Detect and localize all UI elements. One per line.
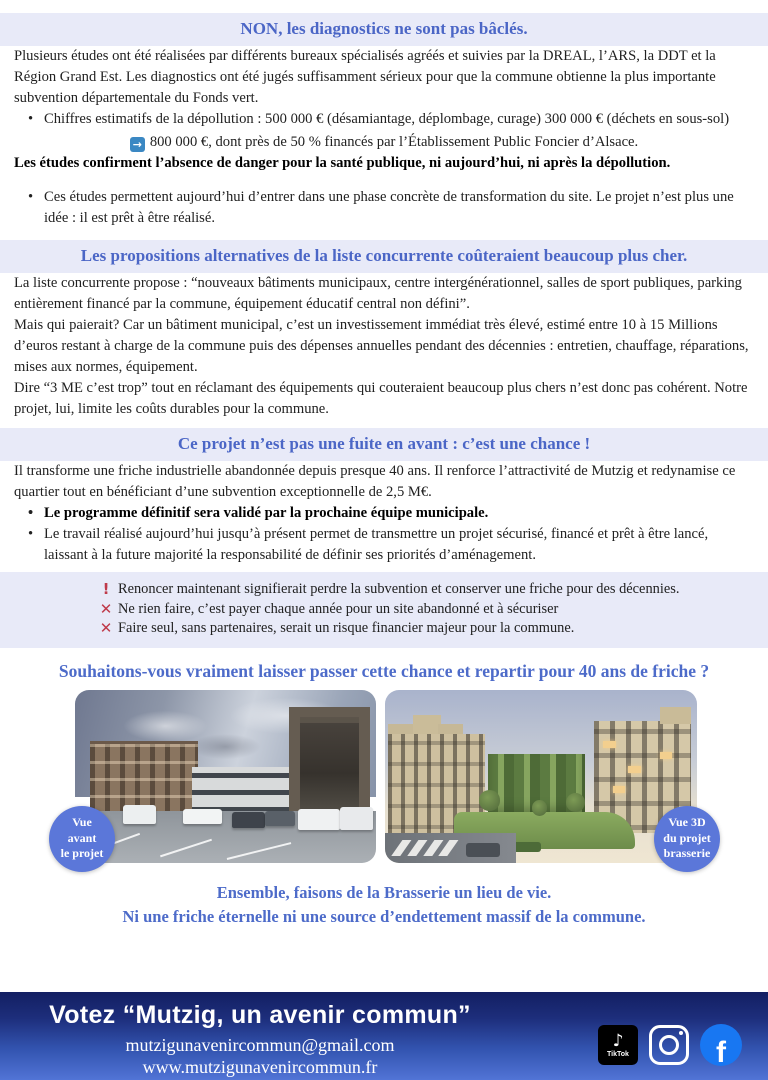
chance-bullets bbox=[14, 503, 754, 524]
contact-email[interactable]: mutzigunavenircommun@gmail.com bbox=[125, 1035, 395, 1055]
closing-line-2: Ni une friche éternelle ni une source d’endettement massif de la commune. bbox=[122, 906, 646, 926]
photo-before-project bbox=[75, 690, 376, 863]
warnings-box bbox=[0, 572, 768, 648]
alternatives-section bbox=[0, 273, 768, 420]
facebook-icon[interactable] bbox=[700, 1024, 742, 1066]
instagram-flash-dot bbox=[679, 1031, 683, 1035]
footer-band bbox=[0, 992, 768, 1080]
tiktok-note-glyph: ♪ bbox=[612, 1030, 624, 1051]
badge-3d-project bbox=[654, 806, 720, 872]
render-tree bbox=[479, 790, 501, 811]
alternatives-coherence: Dire “3 ME c’est trop” tout en réclamant des équipements qui couteraient beaucoup plus chers n’est donc pas cohérent. Notre projet, lui, limite les coûts durables pour la commune. bbox=[14, 380, 748, 417]
render-gable-step bbox=[413, 715, 441, 736]
badge-before-line3: le projet bbox=[60, 846, 104, 861]
closing-lines bbox=[0, 882, 768, 928]
closing-line-1: Ensemble, faisons de la Brasserie un lieu de vie. bbox=[216, 882, 552, 902]
chance-bullets-2 bbox=[14, 524, 754, 566]
render-tree bbox=[566, 793, 585, 812]
facebook-f-glyph: f bbox=[716, 1036, 726, 1066]
badge-before-project bbox=[49, 806, 115, 872]
diagnostics-bullets bbox=[14, 109, 754, 130]
alternatives-cost: Mais qui paierait? Car un bâtiment municipal, c’est un investissement immédiat très élevé, estimé entre 10 à 15 Millions d’euros restant à charge de la commune puis des dépenses annuelles pendant des décennies : entretien, chauffage, réparations, mises aux normes, équipement. bbox=[14, 317, 749, 375]
footer-text-block bbox=[0, 992, 520, 1078]
lit-window bbox=[660, 752, 672, 759]
bullet-work: • Le travail réalisé aujourd’hui jusqu’à présent permet de transmettre un projet sécurisé, financé et prêt à être lancé, laissant à la future majorité la responsabilité de définir ses priorités d’aménagement. bbox=[14, 524, 754, 566]
diagnostics-intro: Plusieurs études ont été réalisées par différents bureaux spécialisés agréés et suivies par la DREAL, l’ARS, la DDT et la Région Grand Est. Les diagnostics ont été jugés suffisamment sérieux pour que la commune obtienne la plus importante subvention départementale du Fonds vert. bbox=[14, 48, 716, 106]
lit-window bbox=[603, 741, 615, 748]
warning-row bbox=[0, 600, 768, 620]
parked-car bbox=[298, 809, 340, 830]
lit-window bbox=[628, 766, 640, 773]
banner-diagnostics bbox=[0, 13, 768, 46]
depollution-total-line bbox=[14, 131, 754, 153]
cross-icon: ✕ bbox=[99, 619, 113, 637]
health-claim: Les études confirment l’absence de danger pour la santé publique, ni aujourd’hui, ni après la dépollution. bbox=[14, 155, 671, 171]
social-icons bbox=[598, 1024, 742, 1066]
bullet-depollution-figures: • Chiffres estimatifs de la dépollution : 500 000 € (désamiantage, déplombage, curage) 300 000 € (déchets en sous-sol) bbox=[14, 109, 754, 130]
render-tree bbox=[532, 800, 548, 816]
parked-car bbox=[232, 812, 265, 828]
instagram-icon[interactable] bbox=[649, 1025, 689, 1065]
warning-text: Ne rien faire, c’est payer chaque année pour un site abandonné et à sécuriser bbox=[118, 600, 559, 617]
banner-diagnostics-text: NON, les diagnostics ne sont pas bâclés. bbox=[240, 19, 528, 38]
tiktok-label: TikTok bbox=[607, 1050, 629, 1058]
badge-before-line2: avant bbox=[67, 830, 97, 845]
bullet-phase: • Ces études permettent aujourd’hui d’entrer dans une phase concrète de transformation du site. Le projet n’est plus une idée : il est prêt à être réalisé. bbox=[14, 187, 754, 229]
render-tower bbox=[660, 707, 691, 724]
question-heading: Souhaitons-vous vraiment laisser passer cette chance et repartir pour 40 ans de friche ? bbox=[58, 660, 710, 681]
chance-section bbox=[0, 461, 768, 566]
badge-after-line1: Vue 3D bbox=[668, 815, 706, 830]
cross-icon: ✕ bbox=[99, 599, 113, 618]
campaign-website[interactable]: www.mutzigunavenircommun.fr bbox=[142, 1057, 378, 1077]
diagnostics-section bbox=[0, 46, 768, 229]
banner-chance bbox=[0, 428, 768, 461]
bullet-program: • Le programme définitif sera validé par la prochaine équipe municipale. bbox=[14, 503, 754, 524]
badge-after-line3: brasserie bbox=[663, 846, 711, 861]
photos-row bbox=[0, 688, 768, 874]
arrow-right-icon: → bbox=[130, 137, 145, 152]
chance-transform: Il transforme une friche industrielle abandonnée depuis presque 40 ans. Il renforce l’attractivité de Mutzig et redynamise ce quartier tout en bénéficiant d’une subvention exceptionnelle de 2,5 M€. bbox=[14, 463, 736, 500]
render-car bbox=[466, 843, 500, 857]
tiktok-icon[interactable] bbox=[598, 1025, 638, 1065]
before-ruin-face bbox=[300, 717, 359, 820]
banner-alternatives-text: Les propositions alternatives de la liste concurrente coûteraient beaucoup plus cher. bbox=[80, 246, 688, 265]
badge-after-line2: du projet bbox=[663, 830, 711, 845]
alternatives-proposal: La liste concurrente propose : “nouveaux bâtiments municipaux, centre intergénérationnel, salles de sport publiques, parking entièrement financé par la commune, équipement éducatif central non défini”. bbox=[14, 275, 742, 312]
banner-alternatives bbox=[0, 240, 768, 273]
warning-row bbox=[0, 619, 768, 639]
lit-window bbox=[613, 786, 625, 793]
banner-chance-text: Ce projet n’est pas une fuite en avant : c’est une chance ! bbox=[177, 434, 591, 453]
warning-text: Faire seul, sans partenaires, serait un risque financier majeur pour la commune. bbox=[118, 620, 575, 636]
phase-bullets bbox=[14, 187, 754, 229]
parked-van bbox=[123, 805, 156, 824]
warning-text: Renoncer maintenant signifierait perdre la subvention et conserver une friche pour des décennies. bbox=[118, 581, 680, 597]
instagram-lens bbox=[659, 1035, 679, 1055]
parked-car bbox=[265, 811, 295, 827]
badge-before-line1: Vue bbox=[72, 815, 92, 830]
photo-3d-render bbox=[385, 690, 697, 863]
parked-car bbox=[340, 807, 373, 829]
warning-row bbox=[0, 580, 768, 600]
exclamation-icon: ! bbox=[102, 580, 110, 598]
depollution-total-text: 800 000 €, dont près de 50 % financés par l’Établissement Public Foncier d’Alsace. bbox=[149, 134, 639, 150]
parked-van bbox=[183, 809, 222, 825]
vote-slogan: Votez “Mutzig, un avenir commun” bbox=[49, 1001, 471, 1029]
